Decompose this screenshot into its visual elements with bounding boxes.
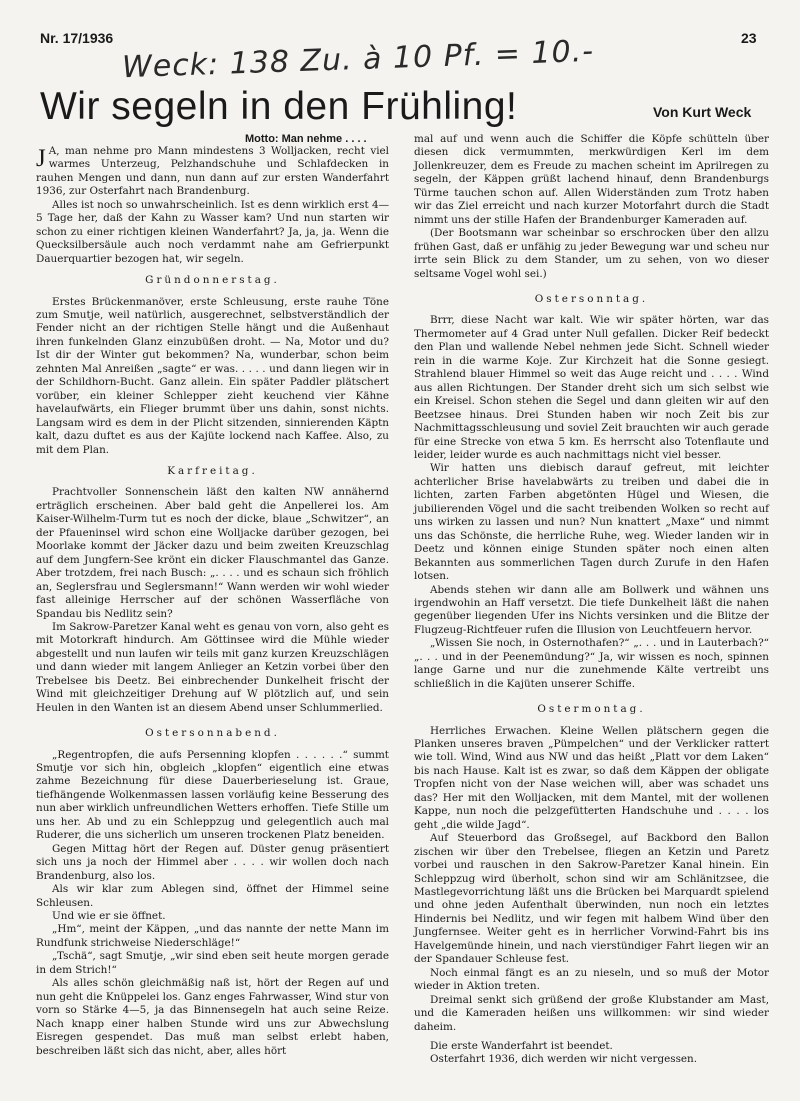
paragraph: Auf Steuerbord das Großsegel, auf Backbord den Ballon zischen wir über den Trebelsee, fliegen an Ketzin und Paretz vorbei und rauschen in den Sakrow-Paretzer Kanal hinein. Ein Schleppzug wird überholt, schon sind wir am Schlänitzsee, die Mastlegevorrichtung läßt uns die Brücken bei Marquardt spielend und ohne jeden Aufenthalt überwinden, nun noch ein letztes Hindernis bei Nedlitz, und wir fegen mit halbem Wind über den Jungfernsee. Weiter geht es in herrlicher Vorwind-Fahrt bis ins Havelgemünde hinein, und nach vierstündiger Fahrt liegen wir an der Spandauer Schleuse fest. (414, 832, 769, 966)
article-motto: Motto: Man nehme . . . . (245, 133, 367, 145)
section-heading: Ostersonnabend. (145, 727, 280, 740)
issue-number: Nr. 17/1936 (40, 30, 114, 46)
paragraph: Erstes Brückenmanöver, erste Schleusung, erste rauhe Töne zum Smutje, weil natürlich, ausgerechnet, selbstverständlich der Fender nicht an der richtigen Stelle hängt und die Außenhaut ihren funkelnden Glanz einzubüßen droht. — Na, Motor und du? Ist dir der Winter gut bekommen? Na, wunderbar, schon beim zehnten Mal Anreißen „sagte“ er was. . . . . und dann liegen wir in der Schildhorn-Bucht. Ganz allein. Ein später Paddler plätschert vorüber, ein kleiner Schlepper zieht keuchend vier Kähne havelaufwärts, ein Flieger brummt über uns dahin, sonst nichts. Langsam wird es dem in der Plicht sitzenden, sinnierenden Käptn kalt, dazu duftet es aus der Kajüte lockend nach Kaffee. Also, zu mit dem Plan. (36, 295, 389, 456)
paragraph: „Regentropfen, die aufs Persenning klopfen . . . . . .“ summt Smutje vor sich hin, obgleich „klopfen“ eigentlich eine etwas zahme Bezeichnung für diese Dauerberieselung ist. Graue, tiefhängende Wolkenmassen lassen vorläufig keine Besserung des nun aber wirklich unfreundlichen Wetters erhoffen. Tiefe Stille um uns her. Ab und zu ein Schleppzug und gelegentlich auch mal Ruderer, die uns sicherlich um unseren trockenen Platz beneiden. (36, 748, 389, 842)
paragraph (36, 145, 389, 199)
page-number: 23 (741, 30, 757, 46)
handwritten-annotation: Weck: 138 Zu. à 10 Pf. = 10.- (121, 33, 595, 86)
paragraph: mal auf und wenn auch die Schiffer die Köpfe schütteln über diesen dick vermummten, merkwürdigen Kerl im dem Jollenkreuzer, dem es Freude zu machen scheint im Aprilregen zu segeln, der Käppen grüßt lachend hinauf, denn Brandenburgs Türme tauchen schon auf. Allen Widerständen zum Trotz haben wir das Ziel erreicht und nach kurzer Motorfahrt durch die Stadt nimmt uns der stille Hafen der Brandenburger Kameraden auf. (414, 133, 769, 226)
paragraph: Alles ist noch so unwahrscheinlich. Ist es denn wirklich erst 4—5 Tage her, daß der Kahn zu Wasser kam? Und nun starten wir schon zu einer richtigen kleinen Wanderfahrt? Ja, ja, ja. Wenn die Quecksilbersäule auch noch verdammt nahe am Gefrierpunkt Dauerquartier bezogen hat, wir segeln. (36, 198, 389, 265)
left-column (36, 145, 389, 1058)
paragraph: Osterfahrt 1936, dich werden wir nicht vergessen. (430, 1053, 698, 1066)
paragraph: „Hm“, meint der Käppen, „und das nannte der nette Mann im Rundfunk strichweise Niederschläge!“ (36, 923, 389, 949)
paragraph: Abends stehen wir dann alle am Bollwerk und wähnen uns irgendwohin an Haff versetzt. Die tiefe Dunkelheit läßt die nahen gegenüber liegenden Ufer ins Nichts versinken und die Blitze der Flugzeug-Richtfeuer rufen die Illusion von Leuchtfeuern hervor. (414, 583, 769, 636)
paragraph: (Der Bootsmann war scheinbar so erschrocken über den allzu frühen Gast, daß er unfähig zu jeder Bewegung war und scheu nur irrte sein Blick zu dem Stander, um zu sehen, von wo dieser seltsame Vogel wohl sei.) (414, 227, 769, 280)
section-heading: Karfreitag. (167, 464, 258, 477)
paragraph: „Tschä“, sagt Smutje, „wir sind eben seit heute morgen gerade in dem Strich!“ (36, 950, 389, 976)
section-heading: Gründonnerstag. (145, 274, 280, 287)
paragraph: Die erste Wanderfahrt ist beendet. (430, 1040, 613, 1052)
paragraph: Und wie er sie öffnet. (52, 910, 166, 923)
paragraph-text: A, man nehme pro Mann mindestens 3 Wolljacken, recht viel warmes Unterzeug, Pelzhandschuhe und Schlafdecken in rauhen Mengen und dann, nun dann auf zur ersten Wanderfahrt 1936, zur Osterfahrt nach Brandenburg. (36, 145, 389, 198)
paragraph: „Wissen Sie noch, in Osternothafen?“ „. . . und in Lauterbach?“ „. . . und in der Peenemündung?“ Ja, wir wissen es noch, spinnen lange Garne und nur die zunehmende Kälte vertreibt uns schließlich in die Kajüten unserer Schiffe. (414, 637, 769, 690)
paragraph: Als alles schön gleichmäßig naß ist, hört der Regen auf und nun geht die Knüppelei los. Ganz enges Fahrwasser, Wind stur von vorn so Stärke 4—5, ja das Binnensegeln hat auch seine Reize. Nach knapp einer halben Stunde wird uns zur Abwechslung Eisregen gespendet. Das muß man selbst erlebt haben, beschreiben läßt sich das nicht, aber, alles hört (36, 977, 389, 1057)
article-author: Von Kurt Weck (653, 104, 752, 120)
paragraph: Noch einmal fängt es an zu nieseln, und so muß der Motor wieder in Aktion treten. (414, 966, 769, 993)
paragraph: Wir hatten uns diebisch darauf gefreut, mit leichter achterlicher Brise havelabwärts zu treiben und dabei die in lichten, zarten Farben abgetönten Hügel und Wiesen, die jubilierenden Vögel und die sacht treibenden Wolken so recht auf uns wirken zu lassen und nun? Nun knattert „Maxe“ und nimmt uns das Schönste, die herrliche Ruhe, weg. Wieder landen wir in Deetz und können einige Stunden später noch einen alten Bekannten aus sommerlichen Tagen durch Zurufe in den Hafen lotsen. (414, 462, 769, 583)
paragraph: Brrr, diese Nacht war kalt. Wie wir später hörten, war das Thermometer auf 4 Grad unter Null gefallen. Dicker Reif bedeckt den Plan und wallende Nebel nehmen jede Sicht. Schnell wieder rein in die warme Koje. Zur Kirchzeit hat die Sonne gesiegt. Strahlend blauer Himmel so weit das Auge reicht und . . . . Wind aus allen Richtungen. Der Stander dreht sich um sich selbst wie ein Kreisel. Schon stehen die Segel und dann gleiten wir auf den Beetzsee hinaus. Drei Stunden haben wir noch Zeit bis zur Nachmittagsschleusung und soviel Zeit brauchten wir auch gerade für eine Strecke von etwa 5 km. Es herrscht also Totenflaute und leider, leider wurde es auch nachmittags nicht viel besser. (414, 314, 769, 461)
paragraph: Prachtvoller Sonnenschein läßt den kalten NW annähernd erträglich erscheinen. Aber bald geht die Anpellerei los. Am Kaiser-Wilhelm-Turm tut es noch der dicke, blaue „Schwitzer“, an der Pfaueninsel wird schon eine Wolljacke darüber gezogen, bei Moorlake kommt der Jäcker dazu und beim zweiten Kreuzschlag auf dem Jungfern-See krönt ein dicker Flauschmantel das Ganze. Aber trotzdem, frei nach Busch: „. . . . und es schaun sich fröhlich an, Seglersfrau und Seglersmann!“ Wann werden wir wohl wieder fast alleinige Herrscher auf der schönen Wasserfläche von Spandau bis Nedlitz sein? (36, 486, 389, 620)
article-title: Wir segeln in den Frühling! (40, 85, 518, 128)
paragraph: Dreimal senkt sich grüßend der große Klubstander am Mast, und die Kameraden heißen uns willkommen: wir sind wieder daheim. (414, 993, 769, 1033)
paragraph: Im Sakrow-Paretzer Kanal weht es genau von vorn, also geht es mit Motorkraft hindurch. Am Göttinsee wird die Mühle wieder abgestellt und nun laufen wir teils mit ganz kurzen Kreuzschlägen und dann wieder mit langem Anlieger an Ketzin vorbei über den Trebelsee bis Deetz. Bei einbrechender Dunkelheit frischt der Wind mit gleichzeitiger Drehung auf W plötzlich auf, und sein Heulen in den Wanten ist an diesem Abend unser Schlummerlied. (36, 620, 389, 714)
section-heading: Ostersonntag. (534, 292, 649, 305)
section-heading: Ostermontag. (537, 703, 646, 716)
drop-cap: J (36, 145, 46, 172)
right-column (414, 133, 769, 1067)
paragraph: Gegen Mittag hört der Regen auf. Düster genug präsentiert sich uns ja noch der Himmel aber . . . . wir wollen doch nach Brandenburg, also los. (36, 842, 389, 882)
paragraph: Als wir klar zum Ablegen sind, öffnet der Himmel seine Schleusen. (36, 883, 389, 909)
paragraph: Herrliches Erwachen. Kleine Wellen plätschern gegen die Planken unseres braven „Pümpelchen“ und der Verklicker rattert wie toll. Wind, Wind aus NW und das heißt „Platt vor dem Laken“ bis nach Hause. Kalt ist es zwar, so daß dem Käppen der obligate Tropfen nicht von der Nase weichen will, aber was schadet uns das? Her mit den Wolljacken, mit dem Mantel, mit der wollenen Kappe, nun noch die pelzgefütterten Handschuhe und . . . . los geht „die wilde Jagd“. (414, 724, 769, 831)
